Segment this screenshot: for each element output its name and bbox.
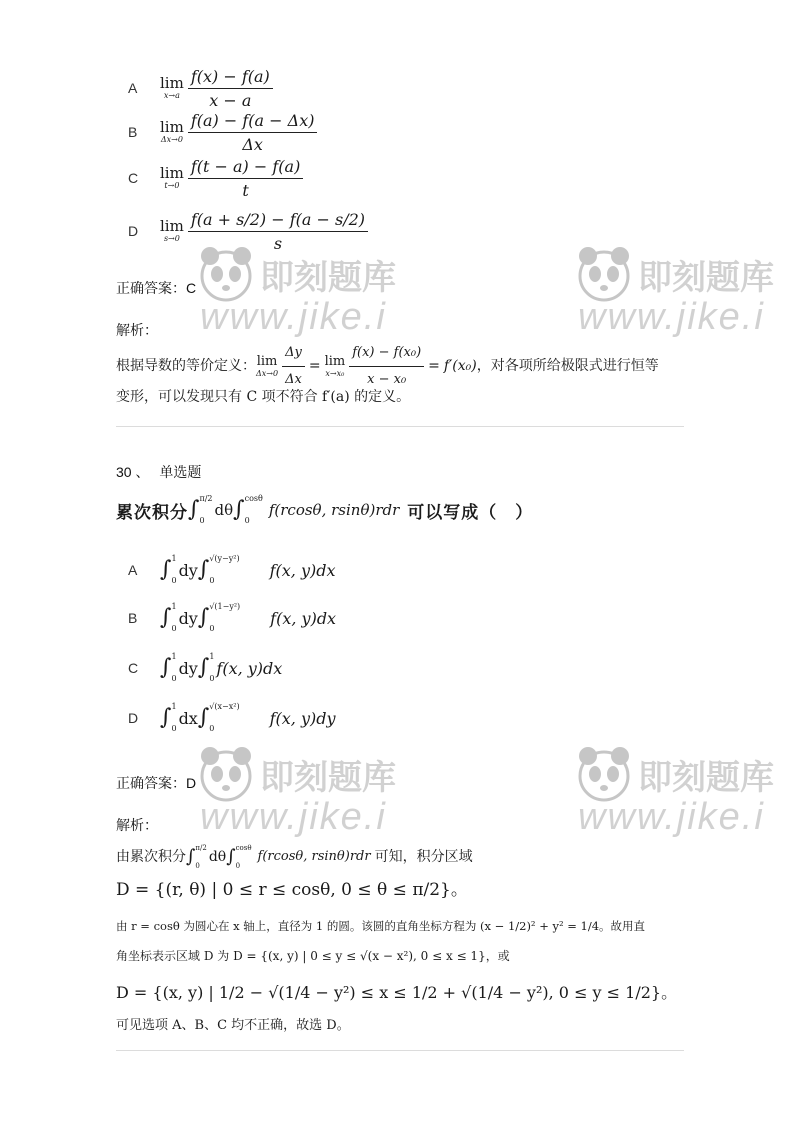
watermark-url: www.jike.i bbox=[200, 796, 387, 838]
integral-limits: 1 0 bbox=[171, 702, 177, 733]
integral-sign: ∫ bbox=[160, 557, 172, 582]
watermark-url: www.jike.i bbox=[200, 296, 387, 338]
q30-analysis-label: 解析： bbox=[116, 817, 158, 833]
q30-option-a[interactable] bbox=[128, 548, 336, 592]
fraction: $\frac{f(a) - f(a - \Delta x)}{\Delta x}$ bbox=[188, 111, 318, 154]
integral-sign: ∫ bbox=[188, 497, 200, 522]
stem-integrand: f(rcosθ, rsinθ)rdr bbox=[268, 501, 400, 519]
option-letter: D bbox=[128, 223, 139, 239]
limit: lim Δx→0 bbox=[256, 353, 279, 378]
option-letter: B bbox=[128, 610, 138, 626]
integral-limits: 1 0 bbox=[171, 554, 177, 585]
integral-limits: 1 0 bbox=[171, 602, 177, 633]
fraction: $\frac{\text{f(x) − f(x₀)}}{\text{x − x₀}}$ bbox=[349, 342, 424, 391]
q29-option-b[interactable] bbox=[128, 110, 317, 154]
stem-prefix: 累次积分 bbox=[116, 502, 188, 523]
option-letter: C bbox=[128, 660, 139, 676]
watermark-brand: 即刻题库 bbox=[638, 259, 774, 297]
outer-d: dy bbox=[178, 560, 198, 580]
integrand: f(x, y)dx bbox=[269, 560, 336, 580]
integral-limits: √(y−y²) 0 bbox=[209, 554, 240, 585]
limit: lim x→x₀ bbox=[324, 353, 346, 378]
integral-limits: 1 0 bbox=[171, 652, 177, 683]
outer-d: dy bbox=[178, 608, 198, 628]
watermark-url: www.jike.i bbox=[578, 296, 765, 338]
q29-answer bbox=[116, 278, 196, 298]
integral-sign: ∫ bbox=[197, 705, 210, 730]
answer-value: D bbox=[186, 775, 197, 791]
integral-sign: ∫ bbox=[197, 605, 210, 630]
panda-icon bbox=[574, 244, 634, 304]
integrand: f(x, y)dy bbox=[269, 708, 336, 728]
integral-sign: ∫ bbox=[226, 846, 236, 867]
option-letter: B bbox=[128, 124, 138, 140]
q30-answer bbox=[116, 773, 196, 793]
analysis-text: 可知，积分区域 bbox=[374, 849, 473, 865]
q30-option-b[interactable] bbox=[128, 596, 336, 640]
limit: lim s→0 bbox=[160, 216, 184, 243]
question-number: 30 、 bbox=[116, 464, 150, 480]
panda-icon bbox=[196, 744, 256, 804]
integral-sign: ∫ bbox=[160, 705, 172, 730]
integral-limits: √(x−x²) 0 bbox=[209, 702, 240, 733]
watermark bbox=[196, 744, 496, 844]
watermark bbox=[196, 244, 496, 344]
analysis-text: 由累次积分 bbox=[116, 849, 186, 865]
fraction: $\frac{f(a + s/2) - f(a - s/2)}{s}$ bbox=[188, 210, 368, 253]
option-letter: A bbox=[128, 80, 138, 96]
q29-analysis-label: 解析： bbox=[116, 322, 158, 338]
integral-sign: ∫ bbox=[186, 846, 196, 867]
result: f′(x₀) bbox=[443, 358, 477, 374]
integral-sign: ∫ bbox=[197, 655, 210, 680]
analysis-integrand: f(rcosθ, rsinθ)rdr bbox=[257, 849, 371, 864]
q30-stem bbox=[116, 488, 533, 532]
watermark-url: www.jike.i bbox=[578, 796, 765, 838]
integral-sign: ∫ bbox=[197, 557, 210, 582]
integral-limits: cosθ 0 bbox=[235, 844, 252, 870]
d-theta: dθ bbox=[208, 849, 227, 865]
fraction: $\frac{f(x) - f(a)}{x - a}$ bbox=[188, 67, 273, 110]
panda-icon bbox=[574, 744, 634, 804]
integral-sign: ∫ bbox=[160, 605, 172, 630]
watermark-brand: 即刻题库 bbox=[638, 759, 774, 797]
q30-header bbox=[116, 462, 201, 482]
answer-label: 正确答案： bbox=[116, 775, 186, 791]
integrand: f(x, y)dx bbox=[216, 658, 283, 678]
divider bbox=[116, 1050, 684, 1051]
integral-sign: ∫ bbox=[160, 655, 172, 680]
limit: lim Δx→0 bbox=[160, 117, 184, 144]
watermark bbox=[574, 744, 800, 844]
divider bbox=[116, 426, 684, 427]
outer-d: dy bbox=[178, 658, 198, 678]
answer-label: 正确答案： bbox=[116, 280, 186, 296]
integral-limits: π/2 0 bbox=[195, 844, 207, 870]
equals-sign: = bbox=[308, 358, 321, 374]
integral-sign: ∫ bbox=[233, 497, 245, 522]
watermark-brand: 即刻题库 bbox=[260, 759, 396, 797]
analysis-text: 根据导数的等价定义： bbox=[116, 358, 256, 374]
q30-analysis-line2: D = {(r, θ) | 0 ≤ r ≤ cosθ, 0 ≤ θ ≤ π/2}。 bbox=[116, 880, 468, 900]
q29-option-c[interactable] bbox=[128, 156, 303, 200]
analysis-text: ，对各项所给极限式进行恒等 bbox=[476, 358, 659, 374]
q29-analysis-line2: 变形，可以发现只有 C 项不符合 f′(a) 的定义。 bbox=[116, 389, 411, 405]
option-letter: D bbox=[128, 710, 139, 726]
q30-option-d[interactable] bbox=[128, 696, 336, 740]
watermark bbox=[574, 244, 800, 344]
q30-analysis-line6: 可见选项 A、B、C 均不正确，故选 D。 bbox=[116, 1018, 350, 1033]
q29-option-a[interactable] bbox=[128, 66, 273, 110]
watermark-brand: 即刻题库 bbox=[260, 259, 396, 297]
option-letter: C bbox=[128, 170, 139, 186]
option-letter: A bbox=[128, 562, 138, 578]
integral-limits: √(1−y²) 0 bbox=[209, 602, 241, 633]
q30-analysis-line4: 角坐标表示区域 D 为 D = {(x, y) | 0 ≤ y ≤ √(x − x²), 0 ≤ x ≤ 1}，或 bbox=[116, 949, 510, 963]
q30-option-c[interactable] bbox=[128, 646, 282, 690]
fraction: $\frac{f(t - a) - f(a)}{t}$ bbox=[188, 157, 303, 200]
q30-analysis-line3: 由 r = cosθ 为圆心在 x 轴上，直径为 1 的圆。该圆的直角坐标方程为 (x − 1/2)² + y² = 1/4。故用直 bbox=[116, 919, 646, 933]
q29-option-d[interactable] bbox=[128, 204, 368, 258]
limit: lim t→0 bbox=[160, 163, 184, 190]
equals-sign: = bbox=[428, 358, 440, 374]
limit: lim x→a bbox=[160, 73, 184, 100]
q30-analysis-line5: D = {(x, y) | 1/2 − √(1/4 − y²) ≤ x ≤ 1/2 + √(1/4 − y²), 0 ≤ y ≤ 1/2}。 bbox=[116, 983, 678, 1002]
q29-analysis-line1 bbox=[116, 346, 659, 386]
answer-value: C bbox=[186, 280, 197, 296]
integral-limits: π/2 0 bbox=[199, 494, 213, 525]
d-theta: dθ bbox=[214, 501, 234, 519]
fraction: $\frac{\Delta y}{\Delta x}$ bbox=[282, 342, 305, 391]
integral-limits: cosθ 0 bbox=[244, 494, 263, 525]
stem-suffix: 可以写成（ ） bbox=[407, 502, 534, 523]
integrand: f(x, y)dx bbox=[270, 608, 337, 628]
integral-limits: 1 0 bbox=[209, 652, 215, 683]
question-type: 单选题 bbox=[159, 464, 202, 480]
q30-analysis-line1 bbox=[116, 842, 473, 872]
outer-d: dx bbox=[178, 708, 198, 728]
